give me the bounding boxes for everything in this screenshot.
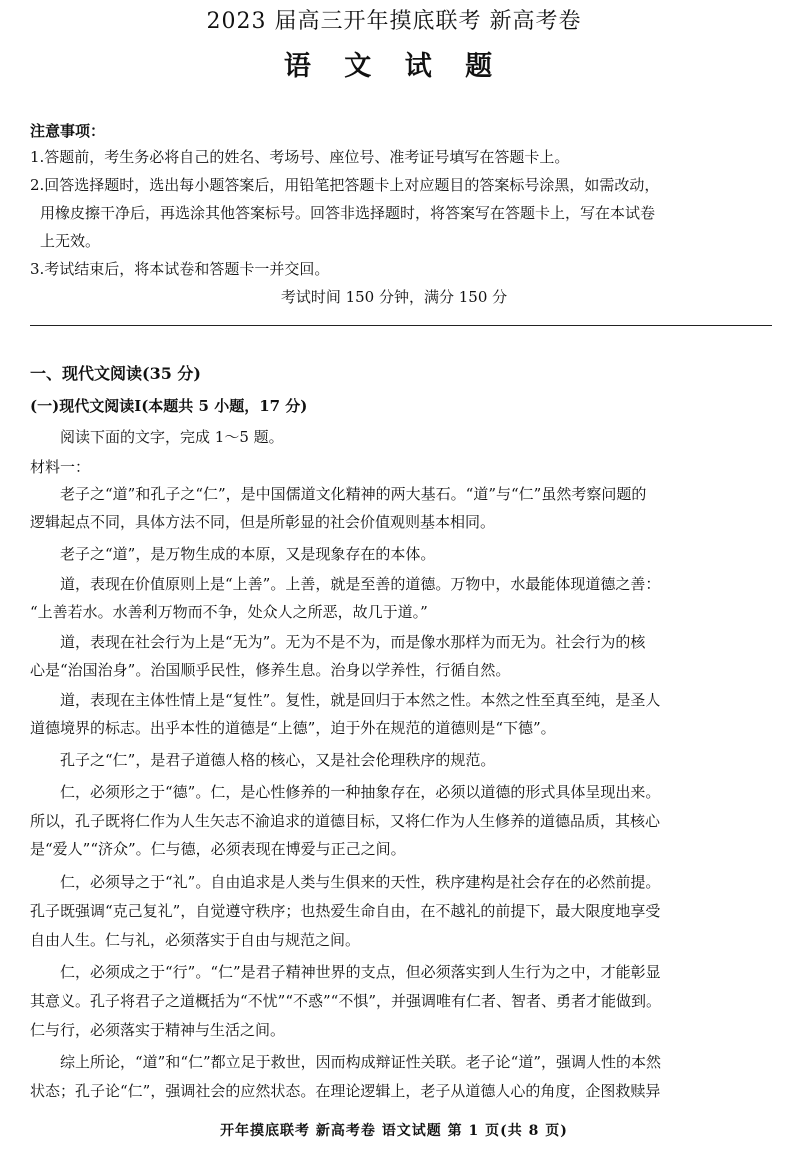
body-line: 道，表现在主体性情上是“复性”。复性，就是回归于本然之性。本然之性至真至纯，是圣人	[60, 691, 661, 709]
exam-time: 考试时间 150 分钟，满分 150 分	[280, 288, 508, 306]
body-line: 道，表现在社会行为上是“无为”。无为不是不为，而是像水那样为而无为。社会行为的核	[60, 633, 646, 651]
body-line: 综上所论，“道”和“仁”都立足于救世，因而构成辩证性关联。老子论“道”，强调人性的本然	[60, 1053, 662, 1071]
body-line: 心是“治国治身”。治国顺乎民性，修养生息。治身以学养性，行循自然。	[30, 661, 511, 679]
body-line: 逻辑起点不同，具体方法不同，但是所彰显的社会价值观则基本相同。	[30, 513, 496, 531]
body-line: 其意义。孔子将君子之道概括为“不忧”“不惑”“不惧”，并强调唯有仁者、智者、勇者才能做到。	[30, 992, 662, 1010]
body-line: 所以，孔子既将仁作为人生矢志不渝追求的道德目标，又将仁作为人生修养的道德品质，其核心	[30, 812, 661, 830]
body-line: 孔子既强调“克己复礼”，自觉遵守秩序；也热爱生命自由，在不越礼的前提下，最大限度地享受	[30, 902, 661, 920]
body-line: 道德境界的标志。出乎本性的道德是“上德”，迫于外在规范的道德则是“下德”。	[30, 719, 556, 737]
body-line: 道，表现在价值原则上是“上善”。上善，就是至善的道德。万物中，水最能体现道德之善：	[60, 575, 661, 593]
body-line: 是“爱人”“济众”。仁与德，必须表现在博爱与正己之间。	[30, 840, 406, 858]
subject-title: 语 文 试 题	[283, 51, 505, 82]
divider	[30, 325, 772, 326]
body-line: 孔子之“仁”，是君子道德人格的核心，又是社会伦理秩序的规范。	[60, 751, 496, 769]
notice-line: 3.考试结束后，将本试卷和答题卡一并交回。	[30, 260, 330, 278]
body-line: 老子之“道”和孔子之“仁”，是中国儒道文化精神的两大基石。“道”与“仁”虽然考察问题的	[60, 485, 647, 503]
body-line: 状态；孔子论“仁”，强调社会的应然状态。在理论逻辑上，老子从道德人心的角度，企图救赎异	[30, 1082, 661, 1100]
material-label: 材料一：	[30, 458, 91, 476]
body-line: 老子之“道”，是万物生成的本原，又是现象存在的本体。	[60, 545, 436, 563]
body-line: 仁与行，必须落实于精神与生活之间。	[30, 1021, 286, 1039]
instruction-text: 阅读下面的文字，完成 1～5 题。	[60, 428, 284, 446]
notice-line: 上无效。	[40, 232, 101, 250]
body-line: 仁，必须导之于“礼”。自由追求是人类与生俱来的天性，秩序建构是社会存在的必然前提。	[60, 873, 661, 891]
subsection-heading: (一)现代文阅读Ⅰ(本题共 5 小题，17 分)	[30, 397, 308, 415]
notice-heading: 注意事项：	[30, 122, 106, 140]
body-line: “上善若水。水善利万物而不争，处众人之所恶，故几于道。”	[30, 603, 428, 621]
notice-line: 1.答题前，考生务必将自己的姓名、考场号、座位号、准考证号填写在答题卡上。	[30, 148, 570, 166]
body-line: 仁，必须形之于“德”。仁，是心性修养的一种抽象存在，必须以道德的形式具体呈现出来。	[60, 783, 661, 801]
exam-title: 2023 届高三开年摸底联考 新高考卷	[206, 9, 582, 34]
notice-line: 2.回答选择题时，选出每小题答案后，用铅笔把答题卡上对应题目的答案标号涂黑，如需改动，	[30, 176, 660, 194]
section-heading: 一、现代文阅读(35 分)	[30, 364, 201, 383]
body-line: 自由人生。仁与礼，必须落实于自由与规范之间。	[30, 931, 361, 949]
notice-line: 用橡皮擦干净后，再选涂其他答案标号。回答非选择题时，将答案写在答题卡上，写在本试卷	[40, 204, 656, 222]
body-line: 仁，必须成之于“行”。“仁”是君子精神世界的支点，但必须落实到人生行为之中，才能彰显	[60, 963, 661, 981]
page-footer: 开年摸底联考 新高考卷 语文试题 第 1 页(共 8 页)	[220, 1123, 568, 1139]
